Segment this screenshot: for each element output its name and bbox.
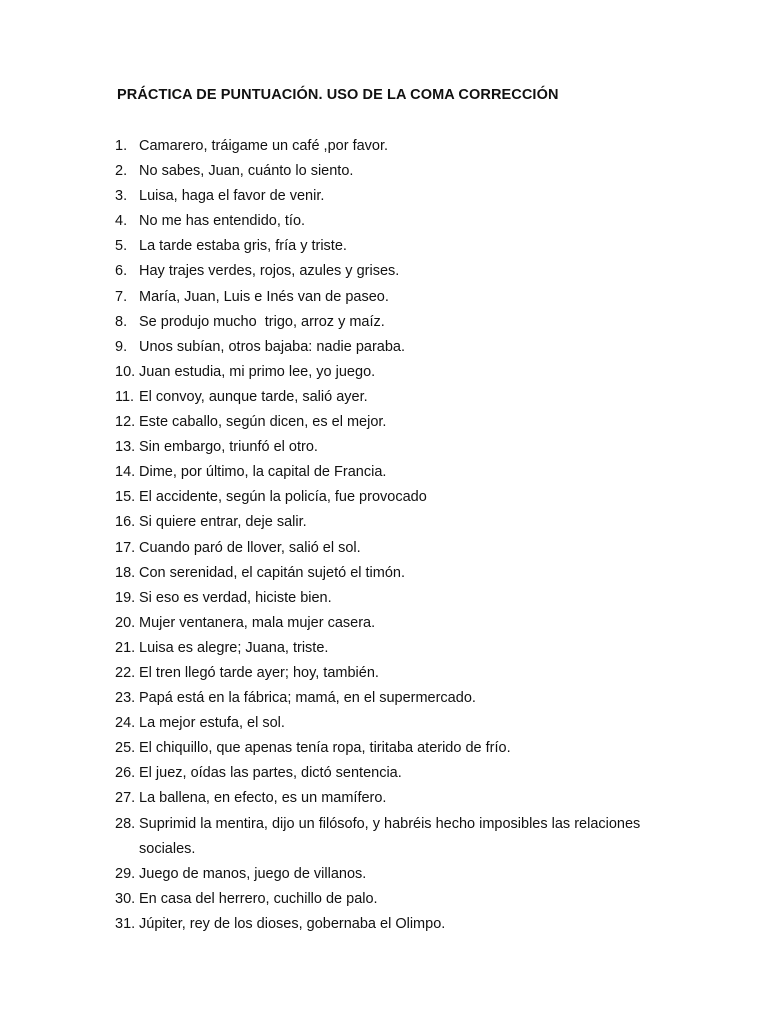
item-sentence: La ballena, en efecto, es un mamífero. [139,790,387,807]
item-sentence: La tarde estaba gris, fría y triste. [139,238,347,255]
page-title: PRÁCTICA DE PUNTUACIÓN. USO DE LA COMA CORRECCIÓN [117,87,559,103]
list-item [115,159,695,184]
list-item [115,510,695,535]
item-sentence: Unos subían, otros bajaba: nadie paraba. [139,338,406,355]
list-item [115,736,695,761]
item-sentence: Luisa es alegre; Juana, triste. [139,639,329,656]
item-number: 19. [115,589,136,606]
list-item [115,761,695,786]
item-sentence: Con serenidad, el capitán sujetó el timón. [139,564,405,581]
item-number: 17. [115,539,136,556]
list-item [115,711,695,736]
list-item [115,134,695,159]
item-sentence: No sabes, Juan, cuánto lo siento. [139,163,354,180]
item-number: 6. [115,263,128,280]
item-sentence: Suprimid la mentira, dijo un filósofo, y habréis hecho imposibles las relaciones sociales. [139,815,645,857]
item-number: 16. [115,514,136,531]
list-item [115,335,695,360]
item-number: 4. [115,213,128,230]
item-number: 24. [115,715,136,732]
list-item [115,912,695,937]
item-sentence: Si quiere entrar, deje salir. [139,514,307,531]
item-sentence: Camarero, tráigame un café ,por favor. [139,138,389,154]
item-number: 10. [115,363,136,380]
list-item [115,435,695,460]
item-number: 5. [115,238,128,255]
item-sentence: Juego de manos, juego de villanos. [139,865,367,882]
item-number: 27. [115,790,136,807]
item-number: 7. [115,288,128,305]
item-sentence: Cuando paró de llover, salió el sol. [139,539,361,556]
list-item [115,209,695,234]
list-item [115,686,695,711]
list-item [115,812,695,862]
list-item [115,661,695,686]
item-sentence: Mujer ventanera, mala mujer casera. [139,614,376,631]
item-number: 8. [115,313,128,330]
item-sentence: Luisa, haga el favor de venir. [139,188,325,205]
item-sentence: El convoy, aunque tarde, salió ayer. [139,388,368,405]
item-sentence: Este caballo, según dicen, es el mejor. [139,414,387,431]
item-number: 3. [115,188,128,205]
list-item [115,786,695,811]
item-number: 28. [115,815,136,832]
list-item [115,586,695,611]
item-number: 31. [115,915,136,932]
item-sentence: Hay trajes verdes, rojos, azules y grises. [139,263,400,280]
item-number: 30. [115,890,136,907]
item-number: 23. [115,690,136,707]
list-item [115,485,695,510]
item-number: 13. [115,439,136,456]
item-number: 11. [115,388,135,405]
list-item [115,460,695,485]
list-item [115,410,695,435]
item-number: 9. [115,338,128,355]
item-number: 15. [115,489,136,506]
list-item [115,636,695,661]
item-sentence: En casa del herrero, cuchillo de palo. [139,890,378,907]
item-sentence: Papá está en la fábrica; mamá, en el supermercado. [139,690,476,707]
item-sentence: Sin embargo, triunfó el otro. [139,439,318,456]
item-sentence: Dime, por último, la capital de Francia. [139,464,387,481]
item-sentence: El chiquillo, que apenas tenía ropa, tiritaba aterido de frío. [139,740,511,757]
list-item [115,887,695,912]
item-number: 21. [115,639,136,656]
item-number: 18. [115,564,136,581]
item-number: 2. [115,163,128,180]
item-number: 20. [115,614,136,631]
item-number: 12. [115,414,136,431]
exercise-list [115,134,695,937]
item-sentence: Si eso es verdad, hiciste bien. [139,589,332,606]
item-number: 26. [115,765,136,782]
list-item [115,536,695,561]
list-item [115,234,695,259]
item-sentence: El accidente, según la policía, fue provocado [139,489,427,506]
list-item [115,285,695,310]
item-number: 29. [115,865,136,882]
list-item [115,360,695,385]
list-item [115,561,695,586]
item-sentence: El juez, oídas las partes, dictó sentencia. [139,765,402,782]
item-number: 25. [115,740,136,757]
list-item [115,385,695,410]
list-item [115,259,695,284]
item-sentence: Juan estudia, mi primo lee, yo juego. [139,363,376,380]
item-sentence: El tren llegó tarde ayer; hoy, también. [139,664,379,681]
list-item [115,862,695,887]
item-sentence: La mejor estufa, el sol. [139,715,285,732]
list-item [115,184,695,209]
item-sentence: Júpiter, rey de los dioses, gobernaba el Olimpo. [139,915,446,932]
item-sentence: Se produjo mucho trigo, arroz y maíz. [139,313,385,330]
item-sentence: No me has entendido, tío. [139,213,306,230]
item-sentence: María, Juan, Luis e Inés van de paseo. [139,288,389,305]
list-item [115,310,695,335]
list-item [115,611,695,636]
item-number: 22. [115,664,136,681]
item-number: 1. [115,138,128,154]
item-number: 14. [115,464,136,481]
